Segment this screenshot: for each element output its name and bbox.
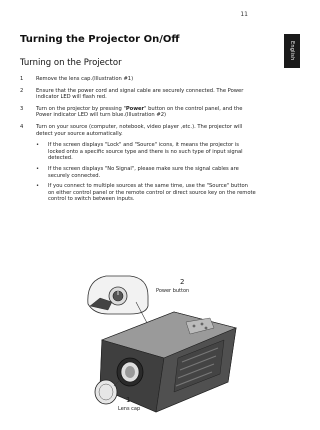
language-tab	[284, 34, 300, 68]
step-item	[20, 88, 256, 101]
bullet-mark: •	[36, 183, 40, 190]
language-tab-label: English	[289, 41, 295, 61]
callout-2-number: 2	[180, 278, 185, 286]
bullet-list	[36, 142, 256, 203]
page-title: Turning the Projector On/Off	[20, 34, 180, 45]
step-text: Turn on your source (computer, notebook, video player ,etc.). The projector will detect your source automatically.	[36, 123, 243, 137]
page-content	[20, 34, 256, 207]
page-number: 11	[240, 11, 248, 18]
bullet-item	[36, 142, 256, 162]
step-number: 3	[20, 105, 24, 112]
projector-illustration	[78, 262, 238, 422]
step-number: 2	[20, 87, 24, 94]
section-title: Turning on the Projector	[20, 58, 122, 68]
lens-cap-label: Lens cap	[118, 406, 141, 412]
step-item	[20, 76, 256, 83]
step-list	[20, 76, 256, 203]
step-text	[36, 106, 256, 119]
bullet-item	[36, 183, 256, 203]
projector-lens	[117, 358, 143, 386]
step-text: Ensure that the power cord and signal cable are securely connected. The Power indicator LED will flash red.	[36, 87, 244, 101]
step-number: 4	[20, 123, 24, 130]
bullet-text: If the screen displays "No Signal", please make sure the signal cables are securely connected.	[48, 165, 239, 179]
projector-drawing	[78, 262, 238, 422]
bullet-item	[36, 166, 256, 179]
power-button-label: Power button	[156, 288, 190, 294]
bullet-text: If the screen displays "Lock" and "Source" icons, it means the projector is locked onto a specific source type and there is no such type of input signal detected.	[48, 142, 243, 162]
step-text: Remove the lens cap.(Illustration #1)	[36, 76, 134, 82]
bullet-mark: •	[36, 165, 40, 172]
step-text-pre: Turn on the projector by pressing "	[36, 105, 126, 112]
callout-1-number: 1	[126, 396, 131, 404]
step-number: 1	[20, 76, 24, 82]
step-text-post: " button on the control panel, and the Power indicator LED will turn blue.(Illustration #2)	[36, 105, 243, 119]
power-keyword: Power	[125, 105, 145, 112]
bullet-text: If you connect to multiple sources at the same time, use the "Source" button on either control panel or the remote control or direct source key on the remote control to switch between inputs.	[48, 183, 256, 203]
step-item	[20, 106, 256, 119]
bullet-mark: •	[36, 142, 40, 149]
step-item	[20, 124, 256, 137]
